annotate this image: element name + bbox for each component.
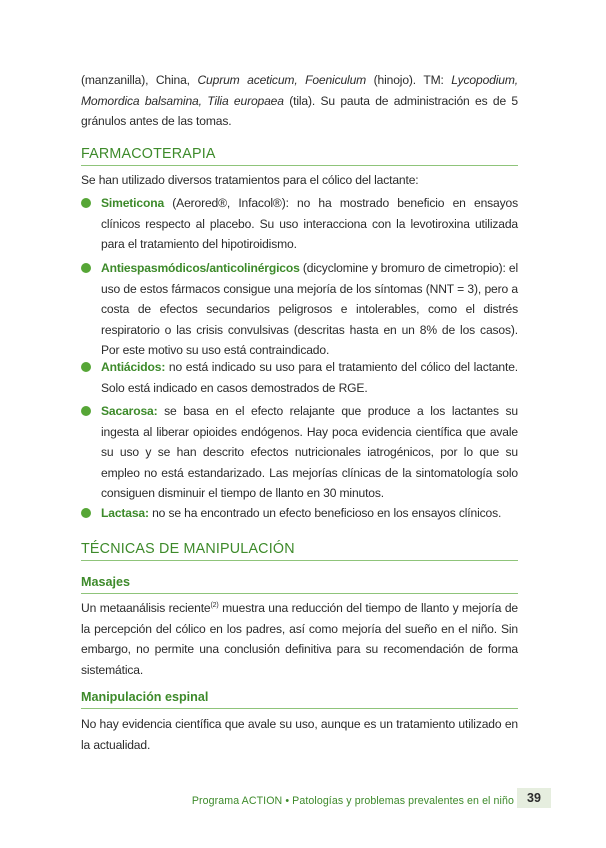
footer-running-title: Programa ACTION • Patologías y problemas prevalentes en el niño (191, 795, 514, 807)
section-title-tecnicas: TÉCNICAS DE MANIPULACIÓN (81, 540, 518, 561)
intro-paragraph (81, 70, 518, 132)
espinal-paragraph: No hay evidencia científica que avale su uso, aunque es un tratamiento utilizado en la actualidad. (81, 717, 518, 752)
item-text: no se ha encontrado un efecto beneficioso en los ensayos clínicos. (148, 506, 502, 520)
intro-text-1: (manzanilla), China, (81, 73, 198, 87)
bullet-icon (81, 263, 91, 273)
section-title-farmacoterapia: FARMACOTERAPIA (81, 145, 518, 166)
term-label: Antiácidos: (101, 360, 166, 374)
farmacoterapia-lead: Se han utilizado diversos tratamientos para el cólico del lactante: (81, 173, 419, 187)
intro-italic-2: Lycopodium, Momordica balsamina, Tilia europaea (81, 73, 518, 108)
term-label: Simeticona (101, 196, 165, 210)
list-item (81, 357, 518, 398)
item-text: (Aerored®, Infacol®): no ha mostrado beneficio en ensayos clínicos respecto al placebo. Su uso interacciona con la levotiroxina utilizada para el tratamiento del hipotiroidismo. (101, 196, 518, 251)
subsection-title-espinal: Manipulación espinal (81, 689, 518, 709)
term-label: Sacarosa: (101, 404, 158, 418)
item-text: (dicyclomine y bromuro de cimetropio): el uso de estos fármacos consigue una mejoría de los síntomas (NNT = 3), pero a costa de efectos secundarios peligrosos e intolerables, como el distrés respiratorio o las crisis convulsivas (descritas hasta en un 8% de los casos). Por este motivo su uso está contraindicado. (101, 261, 518, 357)
masajes-text-2: muestra una reducción del tiempo de llanto y mejoría de la percepción del cólico en los padres, así como mejoría del sueño en el niño. Sin embargo, no permite una conclusión definitiva para su recomendación de forma sistemática. (81, 601, 518, 677)
list-item (81, 193, 518, 255)
bullet-icon (81, 508, 91, 518)
subsection-title-masajes: Masajes (81, 574, 518, 594)
page-number: 39 (517, 788, 551, 808)
intro-text-3: (tila). Su pauta de administración es de 5 gránulos antes de las tomas. (81, 93, 518, 128)
bullet-icon (81, 198, 91, 208)
masajes-paragraph (81, 598, 518, 680)
list-item (81, 401, 518, 504)
item-text: no está indicado su uso para el tratamiento del cólico del lactante. Solo está indicado en casos demostrados de RGE. (101, 360, 518, 395)
term-label: Lactasa: (101, 506, 149, 520)
term-label: Antiespasmódicos/anticolinérgicos (101, 261, 300, 275)
bullet-icon (81, 406, 91, 416)
intro-italic-1: Cuprum aceticum, Foeniculum (197, 73, 367, 87)
item-text: se basa en el efecto relajante que produce a los lactantes su ingesta al liberar opioides endógenos. Hay poca evidencia científica que avale su uso y se han descrito efectos nutricionales iatrogénicos, por lo que su empleo no está estandarizado. Las mejorías clínicas de la sintomatología solo consiguen disminuir el tiempo de llanto en 30 minutos. (101, 404, 518, 500)
list-item (81, 258, 518, 361)
bullet-icon (81, 362, 91, 372)
list-item (81, 503, 518, 524)
intro-text-2: (hinojo). TM: (366, 73, 452, 87)
masajes-text-1: Un metaanálisis reciente (81, 601, 211, 615)
reference-marker: (2) (210, 601, 219, 609)
